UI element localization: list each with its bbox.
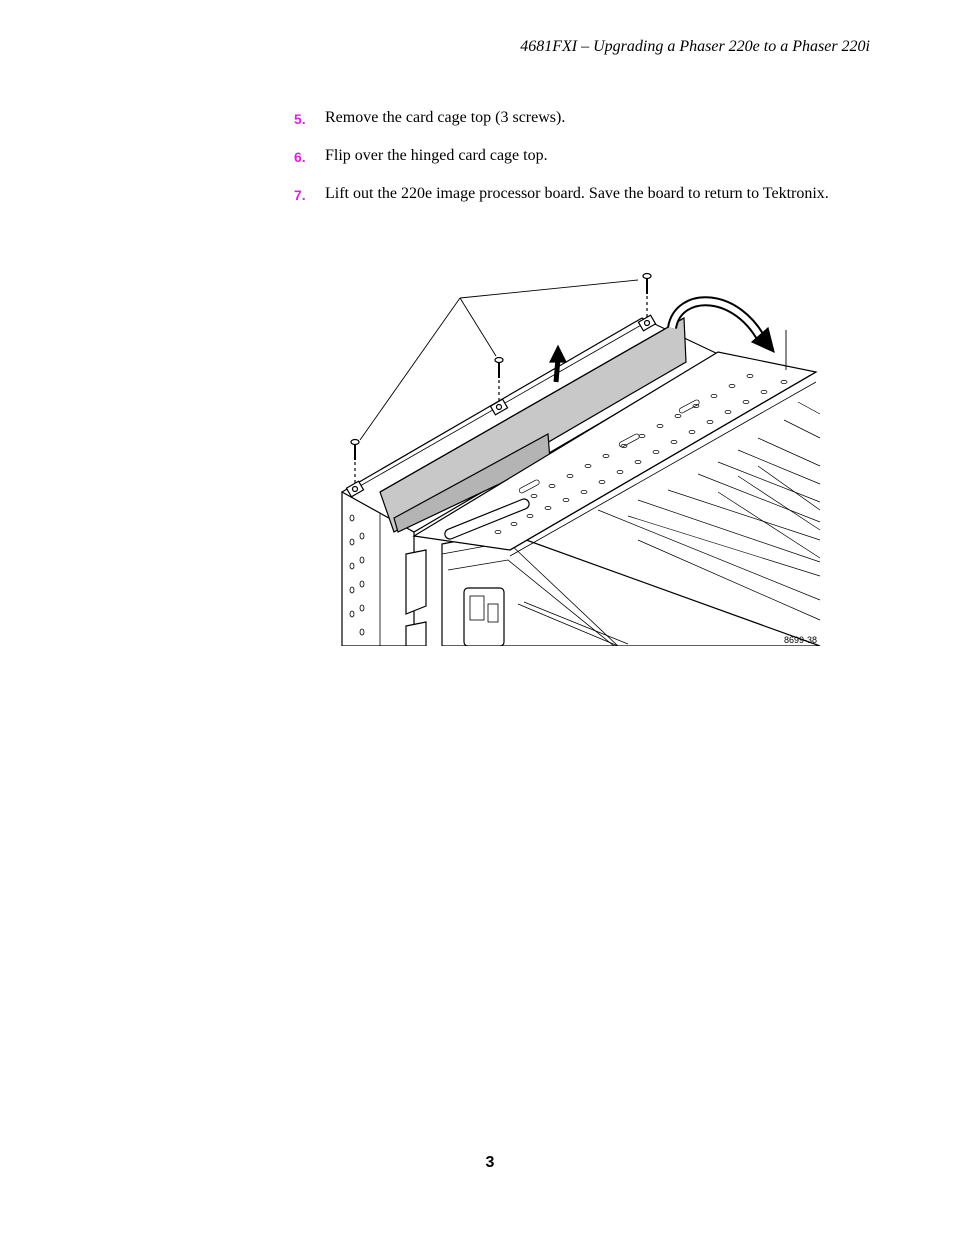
screw-icon xyxy=(643,274,651,319)
procedure-steps xyxy=(294,108,834,222)
step-item xyxy=(294,146,834,166)
step-text: Lift out the 220e image processor board. Save the board to return to Tektronix. xyxy=(325,185,829,202)
step-text: Remove the card cage top (3 screws). xyxy=(325,109,566,126)
screw-icon xyxy=(351,440,359,485)
step-number: 5. xyxy=(294,111,306,127)
step-text: Flip over the hinged card cage top. xyxy=(325,147,548,164)
printer-body xyxy=(442,532,820,646)
screw-icon xyxy=(495,358,503,403)
step-item xyxy=(294,184,834,204)
card-cage-illustration xyxy=(338,270,822,646)
step-item xyxy=(294,108,834,128)
figure-id-label: 8699-38 xyxy=(784,635,818,645)
step-number: 7. xyxy=(294,187,306,203)
running-header: 4681FXI – Upgrading a Phaser 220e to a Phaser 220i xyxy=(520,38,870,55)
page-number: 3 xyxy=(485,1154,495,1171)
step-number: 6. xyxy=(294,149,306,165)
